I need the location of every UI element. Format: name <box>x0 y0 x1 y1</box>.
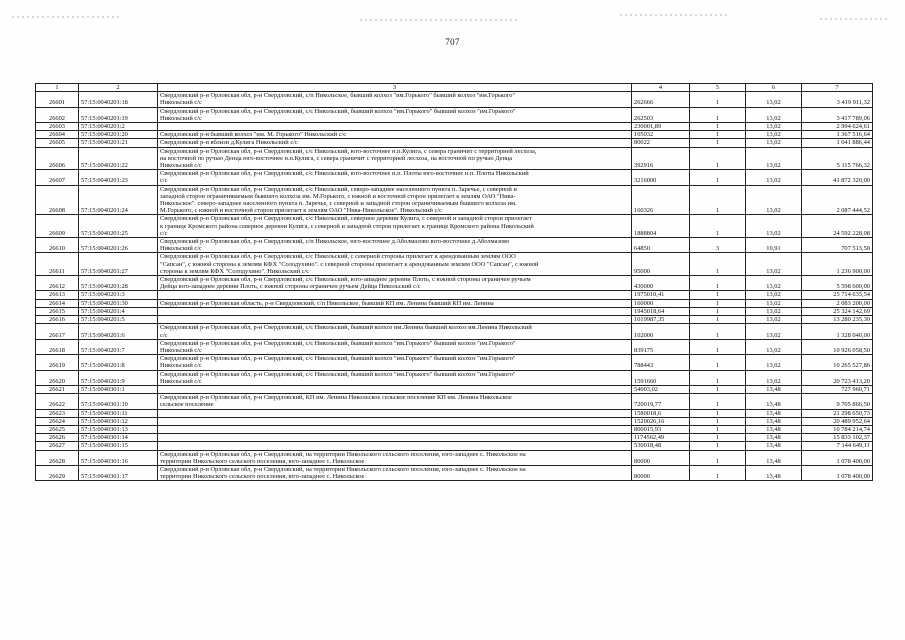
value-cell: 1 367 516,64 <box>802 131 873 139</box>
table-row <box>36 299 873 307</box>
location-cell <box>158 417 632 425</box>
cadastral-number-cell: 57:15:0040301:10 <box>79 394 158 409</box>
table-body <box>36 92 873 481</box>
row-number-cell: 26611 <box>36 253 79 276</box>
area-cell: 430000 <box>632 276 690 291</box>
cadastral-number-cell: 57:15:0040301:1 <box>79 385 158 393</box>
value-cell: 2 087 444,52 <box>802 185 873 215</box>
quantity-cell: 1 <box>690 107 746 122</box>
cadastral-number-cell: 57:15:0040201:22 <box>79 147 158 170</box>
cadastral-number-cell: 57:15:0040201:5 <box>79 316 158 324</box>
row-number-cell: 26616 <box>36 316 79 324</box>
column-header: 5 <box>690 84 746 92</box>
location-cell <box>158 434 632 442</box>
area-cell: 839175 <box>632 339 690 354</box>
table-row <box>36 370 873 385</box>
coefficient-cell: 13,48 <box>746 465 802 480</box>
area-cell: 105032 <box>632 131 690 139</box>
area-cell: 95000 <box>632 253 690 276</box>
area-cell: 80022 <box>632 139 690 147</box>
cadastral-number-cell: 57:15:0040301:17 <box>79 465 158 480</box>
coefficient-cell: 13,48 <box>746 385 802 393</box>
cadastral-number-cell: 57:15:0040301:12 <box>79 417 158 425</box>
location-cell <box>158 291 632 299</box>
cadastral-number-cell: 57:15:0040201:2 <box>79 123 158 131</box>
row-number-cell: 26624 <box>36 417 79 425</box>
area-cell: 800015,93 <box>632 425 690 433</box>
cadastral-number-cell: 57:15:0040301:11 <box>79 409 158 417</box>
location-cell <box>158 425 632 433</box>
area-cell: 80000 <box>632 450 690 465</box>
location-cell: Свердловский р-н вблизи д.Кулига Никольский с/с <box>158 139 632 147</box>
area-cell: 1945018,64 <box>632 307 690 315</box>
quantity-cell: 1 <box>690 324 746 339</box>
coefficient-cell: 13,48 <box>746 417 802 425</box>
value-cell: 2 994 624,61 <box>802 123 873 131</box>
cadastral-number-cell: 57:15:0040301:15 <box>79 442 158 450</box>
table-row <box>36 450 873 465</box>
coefficient-cell: 13,02 <box>746 299 802 307</box>
cadastral-number-cell: 57:15:0040201:21 <box>79 139 158 147</box>
area-cell: 262666 <box>632 92 690 107</box>
table-row <box>36 170 873 185</box>
quantity-cell: 1 <box>690 434 746 442</box>
coefficient-cell: 13,02 <box>746 185 802 215</box>
row-number-cell: 26610 <box>36 238 79 253</box>
area-cell: 1520026,16 <box>632 417 690 425</box>
coefficient-cell: 13,02 <box>746 123 802 131</box>
quantity-cell: 1 <box>690 170 746 185</box>
coefficient-cell: 13,48 <box>746 442 802 450</box>
coefficient-cell: 13,02 <box>746 355 802 370</box>
row-number-cell: 26603 <box>36 123 79 131</box>
value-cell: 1 236 900,00 <box>802 253 873 276</box>
location-cell: Свердловский р-н Орловская обл, р-н Свердловский, с/п Никольское, юго-восточнее д.Аболмазово юго-восточнее д.Аболмазово Никольский с/с <box>158 238 632 253</box>
value-cell: 7 144 649,11 <box>802 442 873 450</box>
location-cell <box>158 316 632 324</box>
area-cell: 788443 <box>632 355 690 370</box>
area-cell: 1975010,41 <box>632 291 690 299</box>
row-number-cell: 26604 <box>36 131 79 139</box>
header-row <box>36 84 873 92</box>
area-cell: 160000 <box>632 299 690 307</box>
row-number-cell: 26626 <box>36 434 79 442</box>
location-cell: Свердловский р-н Орловская обл, р-н Свердловский, с/с Никольский, бывший колхоз "им.Горького" бывший колхоз "им.Горького" Никольский с/с <box>158 339 632 354</box>
cadastral-number-cell: 57:15:0040201:23 <box>79 170 158 185</box>
cadastral-number-cell: 57:15:0040201:4 <box>79 307 158 315</box>
quantity-cell: 1 <box>690 299 746 307</box>
location-cell <box>158 442 632 450</box>
row-number-cell: 26620 <box>36 370 79 385</box>
value-cell: 9 705 866,50 <box>802 394 873 409</box>
area-cell: 1019987,35 <box>632 316 690 324</box>
location-cell: Свердловский р-н Орловская обл, р-н Свердловский, с/с Никольский, северное деревни Кулига, с северной и западной сторон прилегает к границе Кромского района северное деревни Кулига, с северной и западной сторон прилегает к границе Кромского района Никольский с/с <box>158 215 632 238</box>
quantity-cell: 3 <box>690 238 746 253</box>
value-cell: 2 083 200,00 <box>802 299 873 307</box>
quantity-cell: 1 <box>690 147 746 170</box>
table-row <box>36 131 873 139</box>
coefficient-cell: 13,02 <box>746 139 802 147</box>
cadastral-number-cell: 57:15:0040201:6 <box>79 324 158 339</box>
cadastral-number-cell: 57:15:0040201:19 <box>79 107 158 122</box>
row-number-cell: 26625 <box>36 425 79 433</box>
coefficient-cell: 13,02 <box>746 307 802 315</box>
area-cell: 160326 <box>632 185 690 215</box>
location-cell <box>158 385 632 393</box>
cadastral-number-cell: 57:15:0040201:24 <box>79 185 158 215</box>
coefficient-cell: 13,02 <box>746 291 802 299</box>
coefficient-cell: 13,48 <box>746 450 802 465</box>
table-row <box>36 434 873 442</box>
cadastral-number-cell: 57:15:0040201:25 <box>79 215 158 238</box>
quantity-cell: 1 <box>690 276 746 291</box>
value-cell: 1 078 400,00 <box>802 465 873 480</box>
scan-artifacts <box>0 0 905 30</box>
cadastral-number-cell: 57:15:0040301:14 <box>79 434 158 442</box>
quantity-cell: 1 <box>690 307 746 315</box>
table-row <box>36 238 873 253</box>
value-cell: 3 417 789,06 <box>802 107 873 122</box>
value-cell: 707 513,50 <box>802 238 873 253</box>
area-cell: 262503 <box>632 107 690 122</box>
quantity-cell: 1 <box>690 417 746 425</box>
cadastral-number-cell: 57:15:0040201:20 <box>79 131 158 139</box>
location-cell: Свердловский р-н Орловская обл, р-н Свердловский, с/с Никольский, бывший колхоз "им.Горького" бывший колхоз "им.Горького" Никольский с/с <box>158 370 632 385</box>
location-cell: Свердловский р-н Орловская обл, р-н Свердловский, КП им. Ленина Никольское сельское поселение КП им. Ленина Никольское сельское поселение <box>158 394 632 409</box>
table-row <box>36 123 873 131</box>
value-cell: 1 328 040,00 <box>802 324 873 339</box>
area-cell: 1888804 <box>632 215 690 238</box>
column-header: 2 <box>79 84 158 92</box>
coefficient-cell: 13,48 <box>746 425 802 433</box>
cadastral-number-cell: 57:15:0040201:27 <box>79 253 158 276</box>
table-row <box>36 147 873 170</box>
quantity-cell: 1 <box>690 253 746 276</box>
value-cell: 10 926 058,50 <box>802 339 873 354</box>
quantity-cell: 1 <box>690 339 746 354</box>
location-cell: Свердловский р-н Орловская обл, р-н Свердловский, с/с Никольский, бывший колхоз "им.Горького" бывший колхоз "им.Горького" Никольский с/с <box>158 107 632 122</box>
land-registry-table <box>35 83 873 481</box>
row-number-cell: 26622 <box>36 394 79 409</box>
area-cell: 720019,77 <box>632 394 690 409</box>
value-cell: 25 324 142,69 <box>802 307 873 315</box>
cadastral-number-cell: 57:15:0040301:16 <box>79 450 158 465</box>
coefficient-cell: 13,48 <box>746 434 802 442</box>
value-cell: 15 833 102,37 <box>802 434 873 442</box>
row-number-cell: 26607 <box>36 170 79 185</box>
row-number-cell: 26618 <box>36 339 79 354</box>
location-cell: Свердловский р-н Орловская обл, р-н Свердловский, с/с Никольский, бывший колхоз им.Ленина бывший колхоз им.Ленина Никольский с/с <box>158 324 632 339</box>
quantity-cell: 1 <box>690 370 746 385</box>
area-cell: 230001,89 <box>632 123 690 131</box>
coefficient-cell: 13,02 <box>746 107 802 122</box>
location-cell: Свердловский р-н Орловская обл, р-н Свердловский, с/п Никольское, бывший колхоз "им.Горького" бывший колхоз "им.Горького" Никольский с/с <box>158 92 632 107</box>
quantity-cell: 1 <box>690 291 746 299</box>
value-cell: 727 960,71 <box>802 385 873 393</box>
value-cell: 5 115 766,32 <box>802 147 873 170</box>
row-number-cell: 26612 <box>36 276 79 291</box>
table-row <box>36 316 873 324</box>
column-header: 4 <box>632 84 690 92</box>
area-cell: 54003,02 <box>632 385 690 393</box>
area-cell: 3216000 <box>632 170 690 185</box>
coefficient-cell: 13,02 <box>746 276 802 291</box>
row-number-cell: 26629 <box>36 465 79 480</box>
location-cell: Свердловский р-н Орловская обл, р-н Свердловский, с/с Никольский, бывший колхоз "им.Горького" бывший колхоз "им.Горького" Никольский с/с <box>158 355 632 370</box>
column-header: 1 <box>36 84 79 92</box>
row-number-cell: 26613 <box>36 291 79 299</box>
quantity-cell: 1 <box>690 442 746 450</box>
value-cell: 1 041 886,44 <box>802 139 873 147</box>
row-number-cell: 26628 <box>36 450 79 465</box>
quantity-cell: 1 <box>690 316 746 324</box>
quantity-cell: 1 <box>690 394 746 409</box>
value-cell: 20 723 413,20 <box>802 370 873 385</box>
value-cell: 25 714 635,54 <box>802 291 873 299</box>
location-cell <box>158 123 632 131</box>
row-number-cell: 26608 <box>36 185 79 215</box>
value-cell: 41 872 320,00 <box>802 170 873 185</box>
row-number-cell: 26601 <box>36 92 79 107</box>
quantity-cell: 1 <box>690 215 746 238</box>
coefficient-cell: 13,48 <box>746 409 802 417</box>
quantity-cell: 1 <box>690 355 746 370</box>
location-cell: Свердловский р-н Орловская обл, р-н Свердловский, с/с Никольский, юго-восточнее н.п.Кулига, с севера граничит с территорией лесхоза, на восточной по ручью Денца юго-восточнее н.п.Кулига, с севера граничит с территорией лесхоза, на восточной по ручью Денца Никольский с/с <box>158 147 632 170</box>
location-cell <box>158 307 632 315</box>
table-row <box>36 385 873 393</box>
table-row <box>36 442 873 450</box>
value-cell: 20 489 952,64 <box>802 417 873 425</box>
value-cell: 5 598 600,00 <box>802 276 873 291</box>
row-number-cell: 26609 <box>36 215 79 238</box>
cadastral-number-cell: 57:15:0040201:9 <box>79 370 158 385</box>
cadastral-number-cell: 57:15:0040201:3 <box>79 291 158 299</box>
cadastral-number-cell: 57:15:0040201:28 <box>79 276 158 291</box>
location-cell: Свердловский р-н Орловская обл, р-н Свердловский, с/с Никольский, юго-восточнее н.п. Плоты юго-восточнее н.п. Плоты Никольский с/с <box>158 170 632 185</box>
row-number-cell: 26621 <box>36 385 79 393</box>
cadastral-number-cell: 57:15:0040301:13 <box>79 425 158 433</box>
coefficient-cell: 13,02 <box>746 147 802 170</box>
row-number-cell: 26605 <box>36 139 79 147</box>
area-cell: 1580018,6 <box>632 409 690 417</box>
table-row <box>36 215 873 238</box>
location-cell: Свердловский р-н Орловская обл, р-н Свердловский, на территории Никольского сельского поселения, юго-западнее с. Никольское на территории Никольского сельского поселения, юго-западнее с. Никольское <box>158 465 632 480</box>
cadastral-number-cell: 57:15:0040201:7 <box>79 339 158 354</box>
quantity-cell: 1 <box>690 139 746 147</box>
quantity-cell: 1 <box>690 185 746 215</box>
coefficient-cell: 13,02 <box>746 170 802 185</box>
coefficient-cell: 13,02 <box>746 370 802 385</box>
row-number-cell: 26614 <box>36 299 79 307</box>
coefficient-cell: 13,02 <box>746 215 802 238</box>
quantity-cell: 1 <box>690 123 746 131</box>
quantity-cell: 1 <box>690 385 746 393</box>
coefficient-cell: 13,02 <box>746 316 802 324</box>
table-row <box>36 324 873 339</box>
cadastral-number-cell: 57:15:0040201:26 <box>79 238 158 253</box>
quantity-cell: 1 <box>690 131 746 139</box>
value-cell: 24 592 228,08 <box>802 215 873 238</box>
location-cell: Свердловский р-н Орловская обл, р-н Свердловский, с/с Никольский, с северной стороны прилегает к арендованным землям ООО "Сапсан", с южной стороны к землям КФХ "Солодухино". с северной стороны прилегает к арендованным землям ООО "Сапсан", с южной стороны к землям КФХ "Солодухино". Никольский с/с <box>158 253 632 276</box>
table-row <box>36 139 873 147</box>
table-row <box>36 185 873 215</box>
location-cell: Свердловский р-н Орловская область, р-н Свердловский, с/п Никольское, бывший КП им. Ленина бывший КП им. Ленина <box>158 299 632 307</box>
column-header: 7 <box>802 84 873 92</box>
area-cell: 392916 <box>632 147 690 170</box>
page-number: 707 <box>445 37 460 47</box>
area-cell: 64850 <box>632 238 690 253</box>
table-row <box>36 307 873 315</box>
value-cell: 10 265 527,86 <box>802 355 873 370</box>
table-row <box>36 394 873 409</box>
location-cell: Свердловский р-н Орловская обл, р-н Свердловский, на территории Никольского сельского поселения, юго-западнее с. Никольское на территории Никольского сельского поселения, юго-западнее с. Никольское <box>158 450 632 465</box>
cadastral-number-cell: 57:15:0040201:8 <box>79 355 158 370</box>
table-row <box>36 409 873 417</box>
row-number-cell: 26615 <box>36 307 79 315</box>
quantity-cell: 1 <box>690 92 746 107</box>
table-row <box>36 253 873 276</box>
table-row <box>36 425 873 433</box>
cadastral-number-cell: 57:15:0040201:18 <box>79 92 158 107</box>
area-cell: 80000 <box>632 465 690 480</box>
location-cell: Свердловский р-н бывший колхоз "им. М. Горького" Никольский с/с <box>158 131 632 139</box>
value-cell: 1 078 400,00 <box>802 450 873 465</box>
row-number-cell: 26602 <box>36 107 79 122</box>
coefficient-cell: 13,02 <box>746 324 802 339</box>
coefficient-cell: 10,91 <box>746 238 802 253</box>
coefficient-cell: 13,48 <box>746 394 802 409</box>
quantity-cell: 1 <box>690 409 746 417</box>
location-cell <box>158 409 632 417</box>
area-cell: 530018,48 <box>632 442 690 450</box>
table-row <box>36 465 873 480</box>
cadastral-number-cell: 57:15:0040201:30 <box>79 299 158 307</box>
row-number-cell: 26623 <box>36 409 79 417</box>
area-cell: 1591660 <box>632 370 690 385</box>
area-cell: 1174562,49 <box>632 434 690 442</box>
row-number-cell: 26606 <box>36 147 79 170</box>
quantity-cell: 1 <box>690 465 746 480</box>
row-number-cell: 26619 <box>36 355 79 370</box>
column-header: 6 <box>746 84 802 92</box>
table-row <box>36 276 873 291</box>
value-cell: 21 298 650,73 <box>802 409 873 417</box>
table-row <box>36 107 873 122</box>
value-cell: 10 784 214,74 <box>802 425 873 433</box>
table-row <box>36 291 873 299</box>
coefficient-cell: 13,02 <box>746 253 802 276</box>
table-row <box>36 92 873 107</box>
location-cell: Свердловский р-н Орловская обл, р-н Свердловский, с/с Никольский, юго-западнее деревни Плоть, с южной стороны ограничен ручьем Дейца юго-западнее деревни Плоть, с южной стороны ограничен ручьем Дейца Никольский с/с <box>158 276 632 291</box>
coefficient-cell: 13,02 <box>746 92 802 107</box>
column-header: 3 <box>158 84 632 92</box>
table-row <box>36 339 873 354</box>
coefficient-cell: 13,02 <box>746 131 802 139</box>
quantity-cell: 1 <box>690 450 746 465</box>
table-row <box>36 355 873 370</box>
coefficient-cell: 13,02 <box>746 339 802 354</box>
value-cell: 13 280 235,30 <box>802 316 873 324</box>
row-number-cell: 26617 <box>36 324 79 339</box>
area-cell: 102000 <box>632 324 690 339</box>
row-number-cell: 26627 <box>36 442 79 450</box>
location-cell: Свердловский р-н Орловская обл, р-н Свердловский, с/с Никольский, северо-западнее населенного пункта п. Заречье, с северной и западной сторон ограничиваемым бывшего колхоза им. М.Горького, с южной и восточной сторон прилегает к землям ОАО "Нива- Никольское". северо-западнее населенного пункта п. Заречье, с северной и западной сторон ограничиваемым бывшего колхоза им. М.Горького, с южной и восточной сторон прилегает к землям ОАО "Нива-Никольское". Никольский с/с <box>158 185 632 215</box>
quantity-cell: 1 <box>690 425 746 433</box>
value-cell: 3 419 911,32 <box>802 92 873 107</box>
table-row <box>36 417 873 425</box>
